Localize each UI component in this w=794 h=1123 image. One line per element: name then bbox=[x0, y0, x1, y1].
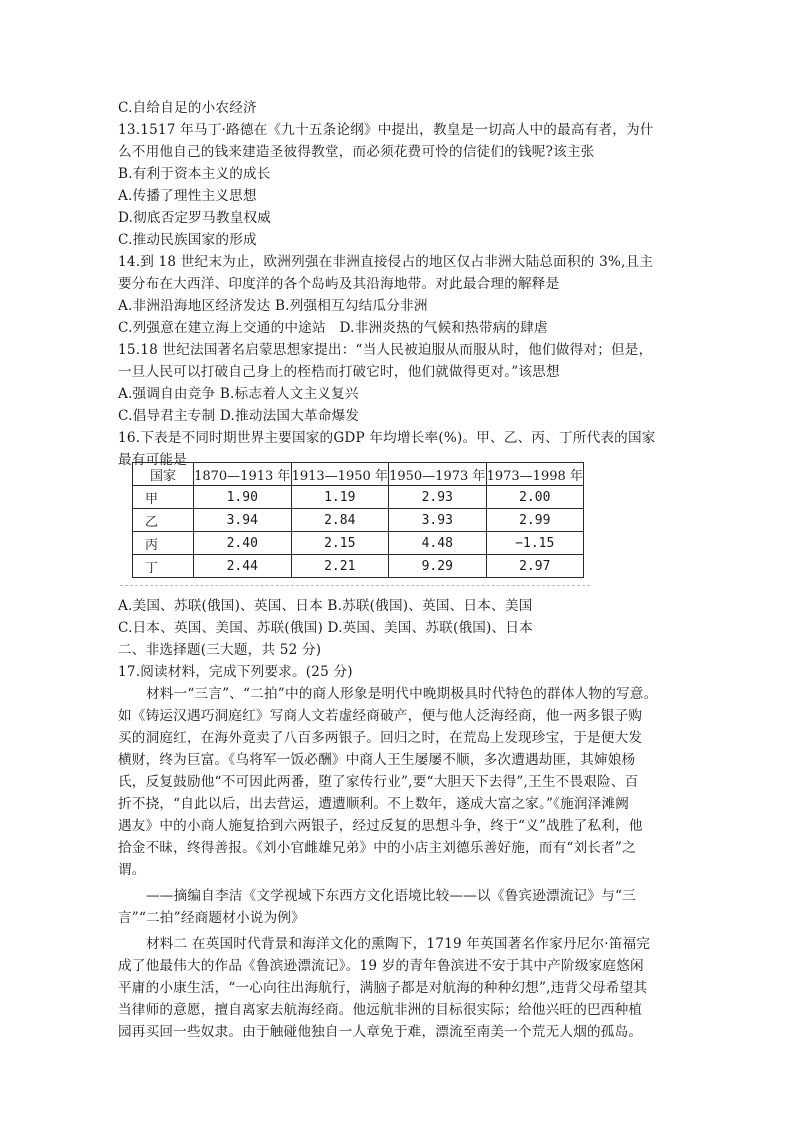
material-1-source: 言”“二拍”经商题材小说为例》 bbox=[118, 910, 305, 926]
question-13-option-b: B.有利于资本主义的成长 bbox=[118, 166, 271, 182]
table-cell: 2.40 bbox=[194, 532, 292, 555]
question-16-stem-2: 最有可能是 bbox=[118, 452, 187, 468]
question-15-options-cd: C.倡导君主专制 D.推动法国大革命爆发 bbox=[118, 408, 360, 424]
table-cell: 2.21 bbox=[291, 555, 389, 578]
table-cell: 9.29 bbox=[389, 555, 487, 578]
table-row-label: 甲 bbox=[133, 486, 194, 509]
table-cell: 2.93 bbox=[389, 486, 487, 509]
material-2-line: 材料二 在英国时代背景和海洋文化的熏陶下，1719 年英国著名作家丹尼尔·笛福完 bbox=[146, 936, 651, 952]
table-header-cell: 1973—1998 年 bbox=[486, 463, 584, 486]
material-1-line: 遇友》中的小商人施复拾到六两银子，经过反复的思想斗争，终于“义”战胜了私利，他 bbox=[118, 818, 643, 834]
table-cell: 2.15 bbox=[291, 532, 389, 555]
material-1-line: 拾金不昧，终得善报。《刘小官雌雄兄弟》中的小店主刘德乐善好施，而有“刘长者”之 bbox=[118, 840, 636, 856]
material-1-line: 材料一“三言”、“二拍”中的商人形象是明代中晚期极具时代特色的群体人物的写意。 bbox=[146, 686, 658, 702]
table-cell: 1.19 bbox=[291, 486, 389, 509]
table-cell: −1.15 bbox=[486, 532, 584, 555]
question-15-stem-2: 一旦人民可以打破自己身上的桎梏而打破它时，他们就做得更对。”该思想 bbox=[118, 364, 560, 380]
table-row-label: 丁 bbox=[133, 555, 194, 578]
scan-crop-edge bbox=[120, 585, 590, 592]
question-14-stem-1: 14.到 18 世纪末为止，欧洲列强在非洲直接侵占的地区仅占非洲大陆总面积的 3%,且主 bbox=[118, 254, 654, 270]
table-cell: 2.97 bbox=[486, 555, 584, 578]
question-16-options-cd: C.日本、英国、美国、苏联(俄国) D.英国、美国、苏联(俄国)、日本 bbox=[118, 620, 533, 636]
material-1-line: 横财，终为巨富。《乌将军一饭必酬》中商人王生屡屡不顺，多次遭遇劫匪，其婶娘杨 bbox=[118, 752, 636, 768]
question-17-stem: 17.阅读材料，完成下列要求。(25 分) bbox=[118, 664, 353, 680]
table-row-label: 丙 bbox=[133, 532, 194, 555]
table-cell: 2.00 bbox=[486, 486, 584, 509]
material-1-line: 折不挠，“自此以后，出去营运，遭遭顺利。不上数年，遂成大富之家。”《施润泽滩阙 bbox=[118, 796, 630, 812]
gdp-growth-table bbox=[132, 462, 584, 578]
question-14-stem-2: 要分布在大西洋、印度洋的各个岛屿及其沿海地带。对此最合理的解释是 bbox=[118, 276, 560, 292]
table-header-cell: 国家 bbox=[133, 463, 194, 486]
table-header-cell: 1870—1913 年 bbox=[194, 463, 292, 486]
table-cell: 2.84 bbox=[291, 509, 389, 532]
table-header-cell: 1950—1973 年 bbox=[389, 463, 487, 486]
material-1-line: 谓。 bbox=[118, 862, 146, 878]
table-row bbox=[133, 532, 584, 555]
table-row bbox=[133, 509, 584, 532]
table-row bbox=[133, 555, 584, 578]
material-2-line: 成了他最伟大的作品《鲁滨逊漂流记》。19 岁的青年鲁滨进不安于其中产阶级家庭悠闲 bbox=[118, 958, 644, 974]
question-14-options-cd: C.列强意在建立海上交通的中途站 D.非洲炎热的气候和热带病的肆虐 bbox=[118, 320, 548, 336]
question-13-option-d: D.彻底否定罗马教皇权威 bbox=[118, 210, 272, 226]
material-2-line: 园再买回一些奴隶。由于触碰他独自一人章免于难，漂流至南美一个荒无人烟的孤岛。 bbox=[118, 1024, 643, 1040]
table-cell: 2.99 bbox=[486, 509, 584, 532]
material-1-line: 如《铸运汉遇巧洞庭红》写商人文若虚经商破产，便与他人泛海经商，他一两多银子购 bbox=[118, 708, 643, 724]
table-cell: 4.48 bbox=[389, 532, 487, 555]
question-16-options-ab: A.美国、苏联(俄国)、英国、日本 B.苏联(俄国)、英国、日本、美国 bbox=[118, 598, 533, 614]
table-cell: 2.44 bbox=[194, 555, 292, 578]
table-cell: 1.90 bbox=[194, 486, 292, 509]
question-13-stem-1: 13.1517 年马丁·路德在《九十五条论纲》中提出，教皇是一切高人中的最高有者，为什 bbox=[118, 122, 654, 138]
table-header-cell: 1913—1950 年 bbox=[291, 463, 389, 486]
table-header-row bbox=[133, 463, 584, 486]
question-13-option-a: A.传播了理性主义思想 bbox=[118, 188, 257, 204]
question-14-options-ab: A.非洲沿海地区经济发达 B.列强相互勾结瓜分非洲 bbox=[118, 298, 428, 314]
material-1-line: 买的洞庭红，在海外竟卖了八百多两银子。回归之时，在荒岛上发现珍宝，于是便大发 bbox=[118, 730, 643, 746]
table-cell: 3.93 bbox=[389, 509, 487, 532]
table-row bbox=[133, 486, 584, 509]
table-row-label: 乙 bbox=[133, 509, 194, 532]
material-1-line: 氏，反复鼓励他“不可因此两番，堕了家传行业”,要“大胆天下去得”,王生不畏艰险、百 bbox=[118, 774, 639, 790]
question-15-stem-1: 15.18 世纪法国著名启蒙思想家提出：“当人民被迫服从而服从时，他们做得对；但是， bbox=[118, 342, 653, 358]
question-13-option-c: C.推动民族国家的形成 bbox=[118, 232, 257, 248]
section-heading: 二、非选择题(三大题，共 52 分) bbox=[118, 642, 322, 658]
material-2-line: 当律师的意愿，擅自离家去航海经商。他远航非洲的目标很实际；给他兴旺的巴西种植 bbox=[118, 1002, 643, 1018]
question-15-options-ab: A.强调自由竞争 B.标志着人文主义复兴 bbox=[118, 386, 359, 402]
material-2-line: 平庸的小康生活，“一心向往出海航行，满脑子都是对航海的种种幻想”,违背父母希望其 bbox=[118, 980, 648, 996]
question-13-stem-2: 么不用他自己的钱来建造圣彼得教堂，而必须花费可怜的信徒们的钱呢?该主张 bbox=[118, 144, 595, 160]
question-16-stem-1: 16.下表是不同时期世界主要国家的GDP 年均增长率(%)。甲、乙、丙、丁所代表的国家 bbox=[118, 430, 656, 446]
material-1-source: ——摘编自李洁《文学视域下东西方文化语境比较——以《鲁宾逊漂流记》与“三 bbox=[146, 888, 636, 904]
table-cell: 3.94 bbox=[194, 509, 292, 532]
option-c-q12: C.自给自足的小农经济 bbox=[118, 100, 257, 116]
